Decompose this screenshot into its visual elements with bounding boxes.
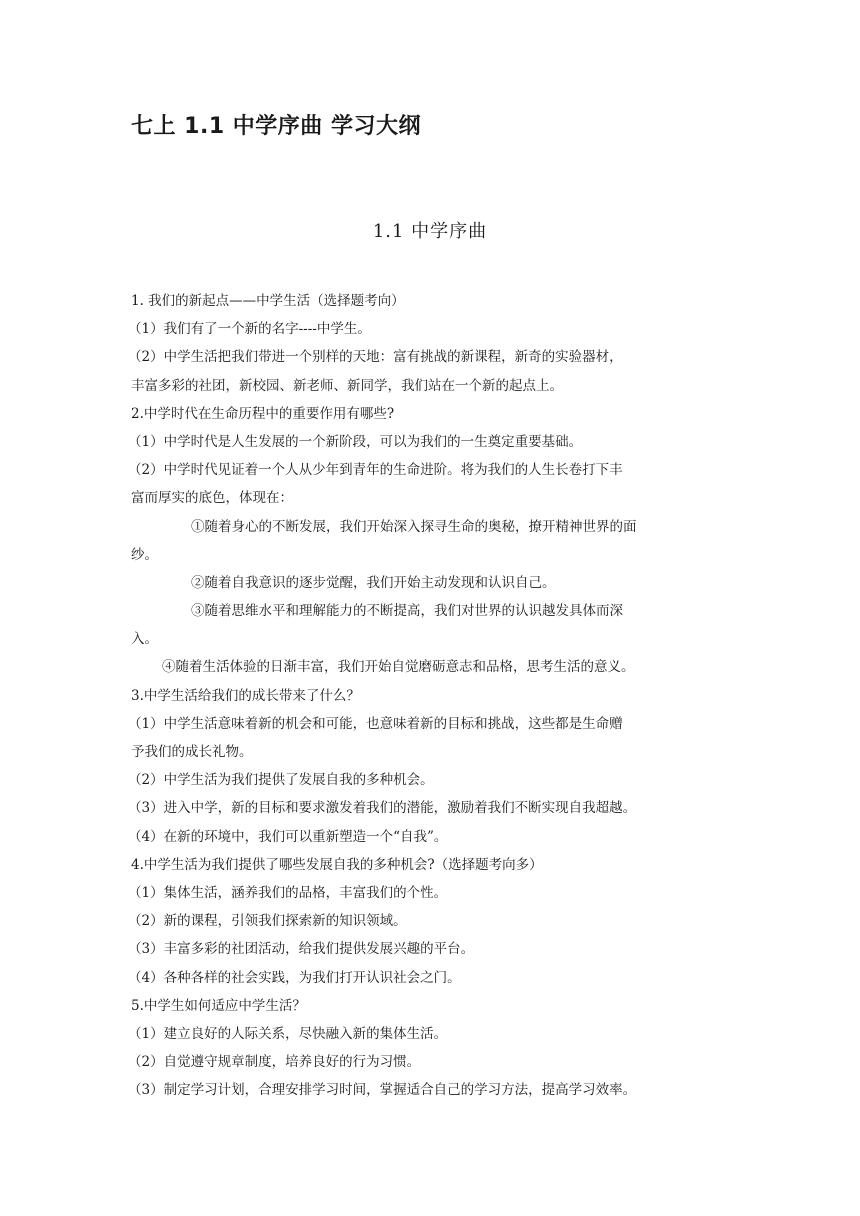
- question-heading-2: 2.中学时代在生命历程中的重要作用有哪些?: [131, 405, 395, 422]
- answer-line: （1）我们有了一个新的名字----中学生。: [128, 321, 371, 338]
- answer-line: （1）中学生活意味着新的机会和可能，也意味着新的目标和挑战，这些都是生命赠: [128, 715, 623, 732]
- question-heading-1: 1. 我们的新起点——中学生活（选择题考向）: [131, 293, 405, 309]
- numbered-point-continued: 入。: [131, 631, 158, 648]
- question-heading-4: 4.中学生活为我们提供了哪些发展自我的多种机会?（选择题考向多）: [131, 856, 543, 873]
- numbered-point: ②随着自我意识的逐步觉醒，我们开始主动发现和认识自己。: [191, 574, 556, 591]
- section-heading: 1.1 中学序曲: [372, 221, 488, 242]
- answer-line: （2）新的课程，引领我们探索新的知识领域。: [128, 913, 407, 930]
- document-title: 七上 1.1 中学序曲 学习大纲: [131, 114, 421, 139]
- answer-line-continued: 富而厚实的底色，体现在：: [131, 490, 293, 507]
- question-heading-3: 3.中学生活给我们的成长带来了什么？: [131, 687, 360, 704]
- answer-line: （2）自觉遵守规章制度，培养良好的行为习惯。: [128, 1054, 421, 1071]
- answer-line: （2）中学时代见证着一个人从少年到青年的生命进阶。将为我们的人生长卷打下丰: [128, 462, 623, 479]
- numbered-point: ④随着生活体验的日渐丰富，我们开始自觉磨砺意志和品格，思考生活的意义。: [162, 659, 635, 676]
- answer-line: （1）建立良好的人际关系，尽快融入新的集体生活。: [128, 1025, 448, 1042]
- answer-line: （2）中学生活为我们提供了发展自我的多种机会。: [128, 772, 434, 789]
- answer-line: （4）各种各样的社会实践，为我们打开认识社会之门。: [128, 969, 461, 986]
- answer-line: （1）集体生活，涵养我们的品格，丰富我们的个性。: [128, 884, 448, 901]
- answer-line: （3）制定学习计划，合理安排学习时间，掌握适合自己的学习方法，提高学习效率。: [128, 1082, 637, 1099]
- answer-line: （3）丰富多彩的社团活动，给我们提供发展兴趣的平台。: [128, 941, 475, 958]
- answer-line: （2）中学生活把我们带进一个别样的天地：富有挑战的新课程，新奇的实验器材，: [128, 349, 623, 366]
- answer-line: （4）在新的环境中，我们可以重新塑造一个“自我”。: [128, 828, 448, 845]
- document-body: [128, 287, 731, 1104]
- answer-line-continued: 丰富多彩的社团，新校园、新老师、新同学，我们站在一个新的起点上。: [131, 377, 563, 394]
- answer-line: （1）中学时代是人生发展的一个新阶段，可以为我们的一生奠定重要基础。: [128, 433, 583, 450]
- answer-line: （3）进入中学，新的目标和要求激发着我们的潜能，激励着我们不断实现自我超越。: [128, 800, 637, 817]
- numbered-point: ①随着身心的不断发展，我们开始深入探寻生命的奥秘，撩开精神世界的面: [191, 518, 637, 535]
- answer-line-continued: 予我们的成长礼物。: [131, 744, 253, 760]
- question-heading-5: 5.中学生如何适应中学生活？: [131, 997, 306, 1014]
- numbered-point: ③随着思维水平和理解能力的不断提高，我们对世界的认识越发具体而深: [191, 603, 623, 620]
- numbered-point-continued: 纱。: [131, 546, 158, 563]
